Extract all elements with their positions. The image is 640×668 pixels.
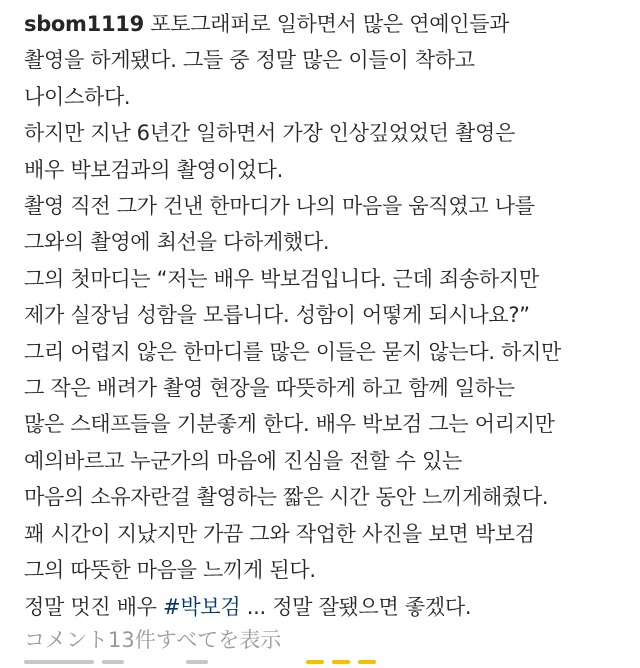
caption-last-prefix: 정말 멋진 배우 [24, 594, 164, 619]
star-icon [358, 660, 376, 664]
caption-line-4: 하지만 지난 6년간 일하면서 가장 인상깊었었던 촬영은 [24, 121, 516, 146]
caption-last-suffix: ... 정말 잘됐으면 좋겠다. [240, 594, 472, 619]
caption-line-7: 그와의 촬영에 최선을 다하게했다. [24, 230, 330, 255]
caption-text: 포토그래퍼로 일하면서 많은 연예인들과 [150, 12, 510, 36]
caption-line-1 [24, 6, 624, 42]
cutoff-text-fragment [102, 660, 124, 664]
caption-line-8: 그의 첫마디는 “저는 배우 박보검입니다. 근데 죄송하지만 [24, 266, 539, 291]
cutoff-text-fragment [186, 660, 208, 664]
caption-line-5: 배우 박보검과의 촬영이었다. [24, 157, 283, 182]
star-icon [332, 660, 350, 664]
caption-line-16: 그의 따뜻한 마음을 느끼게 된다. [24, 558, 316, 583]
caption-line-15: 꽤 시간이 지났지만 가끔 그와 작업한 사진을 보면 박보검 [24, 521, 535, 546]
next-comment-row-cutoff [0, 660, 640, 668]
caption-line-17 [24, 589, 624, 625]
caption-line-3: 나이스하다. [24, 84, 131, 109]
caption-line-13: 예의바르고 누군가의 마음에 진심을 전할 수 있는 [24, 448, 462, 473]
caption-line-11: 그 작은 배려가 촬영 현장을 따뜻하게 하고 함께 일하는 [24, 376, 515, 401]
caption-line-12: 많은 스태프들을 기분좋게 한다. 배우 박보검 그는 어리지만 [24, 412, 555, 437]
cutoff-text-fragment [24, 660, 94, 664]
caption-line-14: 마음의 소유자란걸 촬영하는 짧은 시간 동안 느끼게해줬다. [24, 485, 549, 510]
star-icon [306, 660, 324, 664]
caption-line-10: 그리 어렵지 않은 한마디를 많은 이들은 묻지 않는다. 하지만 [24, 339, 562, 364]
caption-line-9: 제가 실장님 성함을 모릅니다. 성함이 어떻게 되시나요?” [24, 303, 530, 328]
caption-line-2: 촬영을 하게됐다. 그들 중 정말 많은 이들이 착하고 [24, 48, 475, 73]
username-link[interactable]: sbom1119 [24, 12, 144, 36]
view-all-comments-link[interactable]: コメント13件すべてを表示 [24, 628, 282, 652]
caption-line-6: 촬영 직전 그가 건낸 한마디가 나의 마음을 움직였고 나를 [24, 194, 535, 219]
post-caption [24, 6, 624, 625]
hashtag-link[interactable]: #박보검 [163, 594, 241, 619]
